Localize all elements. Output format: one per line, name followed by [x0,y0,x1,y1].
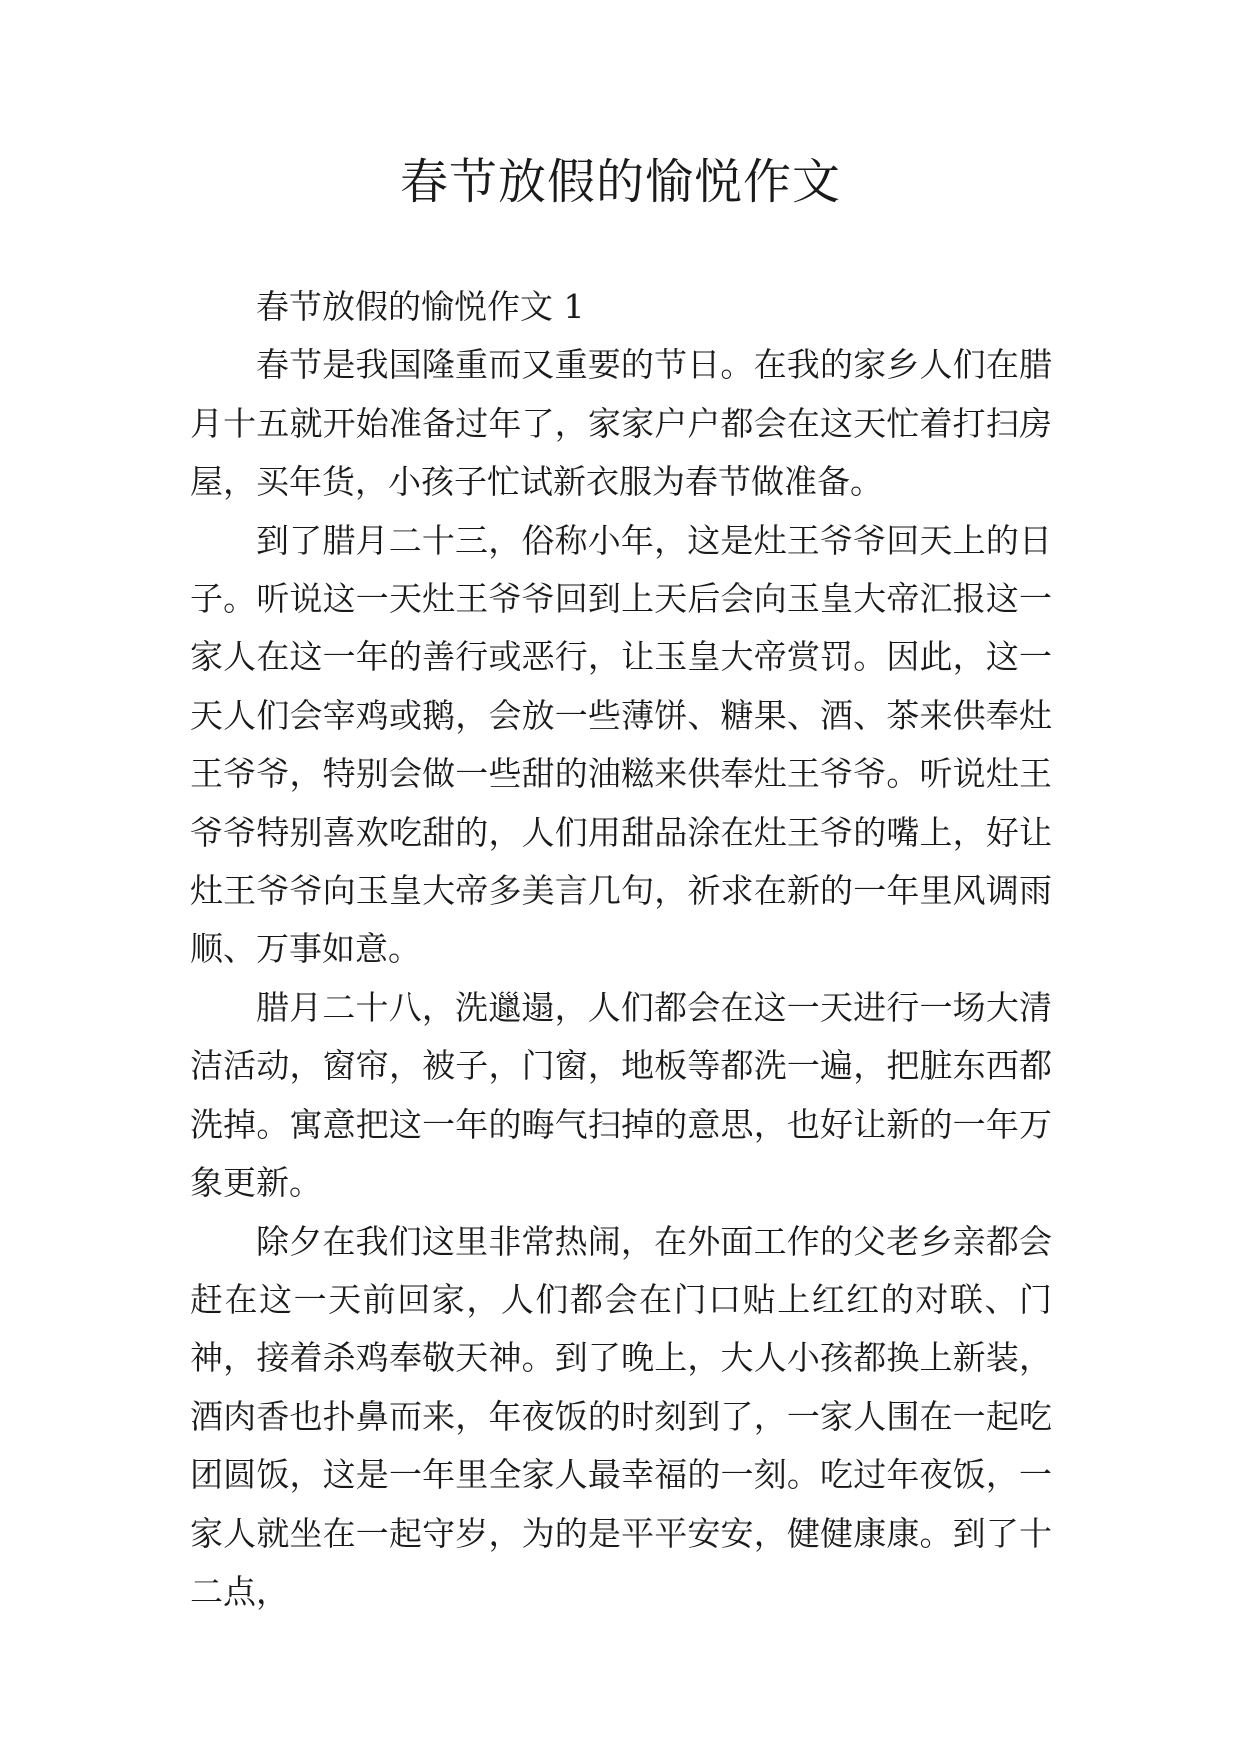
paragraph-1: 春节是我国隆重而又重要的节日。在我的家乡人们在腊月十五就开始准备过年了，家家户户都会在这天忙着打扫房屋，买年货，小孩子忙试新衣服为春节做准备。 [190,345,1052,502]
section-heading: 春节放假的愉悦作文 1 [256,287,585,326]
document-body [190,278,1052,1621]
paragraph-4: 除夕在我们这里非常热闹，在外面工作的父老乡亲都会赶在这一天前回家，人们都会在门口贴上红红的对联、门神，接着杀鸡奉敬天神。到了晚上，大人小孩都换上新装，酒肉香也扑鼻而来，年夜饭的时刻到了，一家人围在一起吃团圆饭，这是一年里全家人最幸福的一刻。吃过年夜饭，一家人就坐在一起守岁，为的是平平安安，健健康康。到了十二点， [190,1221,1052,1611]
paragraph-3: 腊月二十八，洗邋遢，人们都会在这一天进行一场大清洁活动，窗帘，被子，门窗，地板等都洗一遍，把脏东西都洗掉。寓意把这一年的晦气扫掉的意思，也好让新的一年万象更新。 [190,987,1052,1203]
paragraph-2: 到了腊月二十三，俗称小年，这是灶王爷爷回天上的日子。听说这一天灶王爷爷回到上天后会向玉皇大帝汇报这一家人在这一年的善行或恶行，让玉皇大帝赏罚。因此，这一天人们会宰鸡或鹅，会放一些薄饼、糖果、酒、茶来供奉灶王爷爷，特别会做一些甜的油糍来供奉灶王爷爷。听说灶王爷爷特别喜欢吃甜的，人们用甜品涂在灶王爷的嘴上，好让灶王爷爷向玉皇大帝多美言几句，祈求在新的一年里风调雨顺、万事如意。 [190,520,1052,969]
document-title: 春节放假的愉悦作文 [399,154,841,210]
